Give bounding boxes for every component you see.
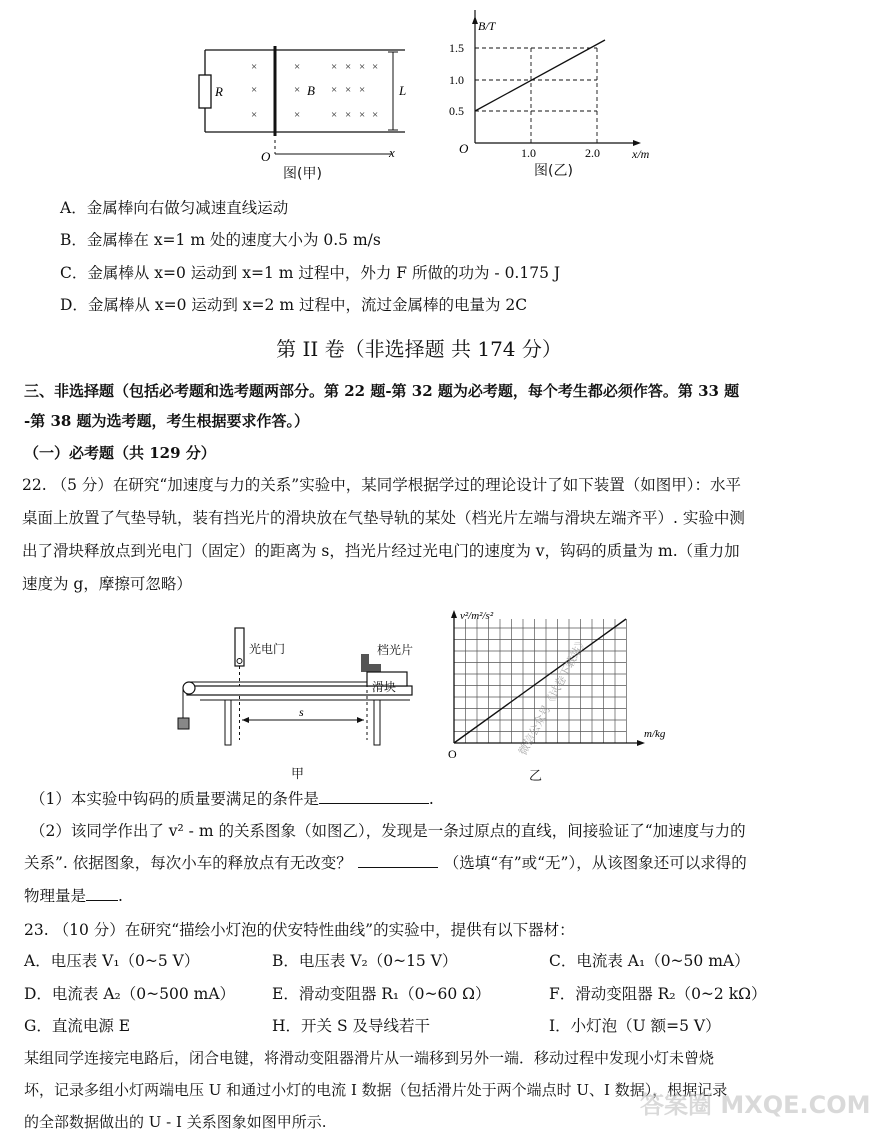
svg-text:×: × xyxy=(359,109,366,121)
part3-line1: 三、非选择题（包括必考题和选考题两部分。第 22 题-第 32 题为必考题，每个考生都必须作答。第 33 题 xyxy=(24,382,740,400)
q23-item-c: C．电流表 A₁（0~50 mA） xyxy=(549,952,750,970)
svg-text:×: × xyxy=(294,109,301,121)
q22-line4: 速度为 g，摩擦可忽略） xyxy=(22,575,192,593)
q23-item-g: G．直流电源 E xyxy=(24,1017,131,1035)
option-d: D．金属棒从 x=0 运动到 x=2 m 过程中，流过金属棒的电量为 2C xyxy=(60,296,528,314)
hook-weight xyxy=(178,718,189,729)
label-b: B xyxy=(307,83,315,98)
svg-text:×: × xyxy=(359,61,366,73)
label-r: R xyxy=(215,84,223,99)
graph-xlabel: m/kg xyxy=(644,728,666,740)
q22-graph xyxy=(440,603,680,773)
answer-blank-2[interactable] xyxy=(358,853,438,868)
q23-item-d: D．电流表 A₂（0~500 mA） xyxy=(24,985,236,1003)
label-x: x xyxy=(389,145,395,160)
graph-origin: O xyxy=(448,747,457,761)
svg-text:×: × xyxy=(331,109,338,121)
q22-fig-a-caption: 甲 xyxy=(291,767,305,782)
b-xlabel: x/m xyxy=(632,147,650,161)
option-c: C．金属棒从 x=0 运动到 x=1 m 过程中，外力 F 所做的功为 - 0.175 J xyxy=(60,264,561,282)
b-x-line xyxy=(475,40,605,111)
svg-text:×: × xyxy=(345,84,352,96)
part3-line2: -第 38 题为选考题，考生根据要求作答。） xyxy=(24,412,310,430)
q22-line1: 22. （5 分）在研究“加速度与力的关系”实验中，某同学根据学过的理论设计了如下装置（如图甲）：水平 xyxy=(22,476,741,494)
q22-fig-b-caption: 乙 xyxy=(529,769,543,784)
pulley xyxy=(183,682,195,694)
q23-item-h: H．开关 S 及导线若干 xyxy=(272,1017,430,1035)
q23-item-a: A．电压表 V₁（0~5 V） xyxy=(24,952,200,970)
option-a: A．金属棒向右做匀减速直线运动 xyxy=(60,199,289,217)
svg-text:×: × xyxy=(359,84,366,96)
label-o: O xyxy=(261,149,271,164)
q22-sub1: （1）本实验中钩码的质量要满足的条件是 . xyxy=(30,790,434,808)
b-origin: O xyxy=(459,141,469,156)
section-title: 第 II 卷（非选择题 共 174 分） xyxy=(276,337,562,361)
figure-a-caption: 图(甲) xyxy=(283,166,322,182)
label-l: L xyxy=(399,83,407,98)
xtick-1.0: 1.0 xyxy=(521,146,536,160)
answer-blank-1[interactable] xyxy=(319,789,429,804)
b-ylabel: B/T xyxy=(478,19,496,33)
q23-line-b: 坏，记录多组小灯两端电压 U 和通过小灯的电流 I 数据（包括滑片处于两个端点时 U、I 数据），根据记录 xyxy=(24,1081,728,1099)
q23-item-f: F．滑动变阻器 R₂（0~2 kΩ） xyxy=(549,985,767,1003)
svg-text:×: × xyxy=(251,109,258,121)
figure-b-caption: 图(乙) xyxy=(534,163,573,179)
svg-text:×: × xyxy=(294,84,301,96)
svg-text:×: × xyxy=(372,61,379,73)
xtick-2.0: 2.0 xyxy=(585,146,600,160)
q23-line-c: 的全部数据做出的 U - I 关系图象如图甲所示. xyxy=(24,1113,327,1131)
svg-text:×: × xyxy=(372,109,379,121)
q22-line3: 出了滑块释放点到光电门（固定）的距离为 s，挡光片经过光电门的速度为 v，钩码的质量为 m.（重力加 xyxy=(22,542,740,560)
answer-blank-3[interactable] xyxy=(86,886,118,901)
q23-item-e: E．滑动变阻器 R₁（0~60 Ω） xyxy=(272,985,491,1003)
site-watermark: 答案圈 MXQE.COM xyxy=(640,1091,871,1119)
ytick-1.5: 1.5 xyxy=(449,41,464,55)
option-b: B．金属棒在 x=1 m 处的速度大小为 0.5 m/s xyxy=(60,231,381,249)
svg-text:×: × xyxy=(345,109,352,121)
q22-line2: 桌面上放置了气垫导轨，装有挡光片的滑块放在气垫导轨的某处（档光片左端与滑块左端齐平）. 实验中测 xyxy=(22,509,745,527)
label-photogate: 光电门 xyxy=(249,642,286,656)
ytick-1.0: 1.0 xyxy=(449,73,464,87)
figure-b-graph xyxy=(445,10,660,165)
watermark-wechat: 微信公众号《试卷下载站》 xyxy=(517,635,590,758)
q23-intro: 23. （10 分）在研究“描绘小灯泡的伏安特性曲线”的实验中，提供有以下器材： xyxy=(24,921,575,939)
svg-text:×: × xyxy=(251,61,258,73)
label-slider: 滑块 xyxy=(372,680,397,694)
ytick-0.5: 0.5 xyxy=(449,104,464,118)
q22-sub2-line2: 关系”. 依据图象，每次小车的释放点有无改变？ （选填“有”或“无”），从该图象还可以求得的 xyxy=(24,854,747,872)
svg-text:×: × xyxy=(294,61,301,73)
q23-item-b: B．电压表 V₂（0~15 V） xyxy=(272,952,458,970)
graph-ylabel: v²/m²/s² xyxy=(460,610,494,622)
q22-sub2-line3: 物理量是 . xyxy=(24,887,123,905)
label-shield: 档光片 xyxy=(377,643,414,657)
svg-text:×: × xyxy=(331,61,338,73)
q22-sub2-line1: （2）该同学作出了 v² - m 的关系图象（如图乙），发现是一条过原点的直线，间接验证了“加速度与力的 xyxy=(30,822,746,840)
svg-text:×: × xyxy=(345,61,352,73)
q23-item-i: I．小灯泡（U 额=5 V） xyxy=(549,1017,721,1035)
required-header: （一）必考题（共 129 分） xyxy=(24,444,216,462)
svg-text:×: × xyxy=(331,84,338,96)
label-s: s xyxy=(299,705,304,719)
resistor xyxy=(199,75,211,108)
q23-line-a: 某组同学连接完电路后，闭合电键，将滑动变阻器滑片从一端移到另外一端．移动过程中发现小灯未曾烧 xyxy=(24,1049,715,1067)
svg-text:×: × xyxy=(251,84,258,96)
photogate xyxy=(235,628,244,666)
